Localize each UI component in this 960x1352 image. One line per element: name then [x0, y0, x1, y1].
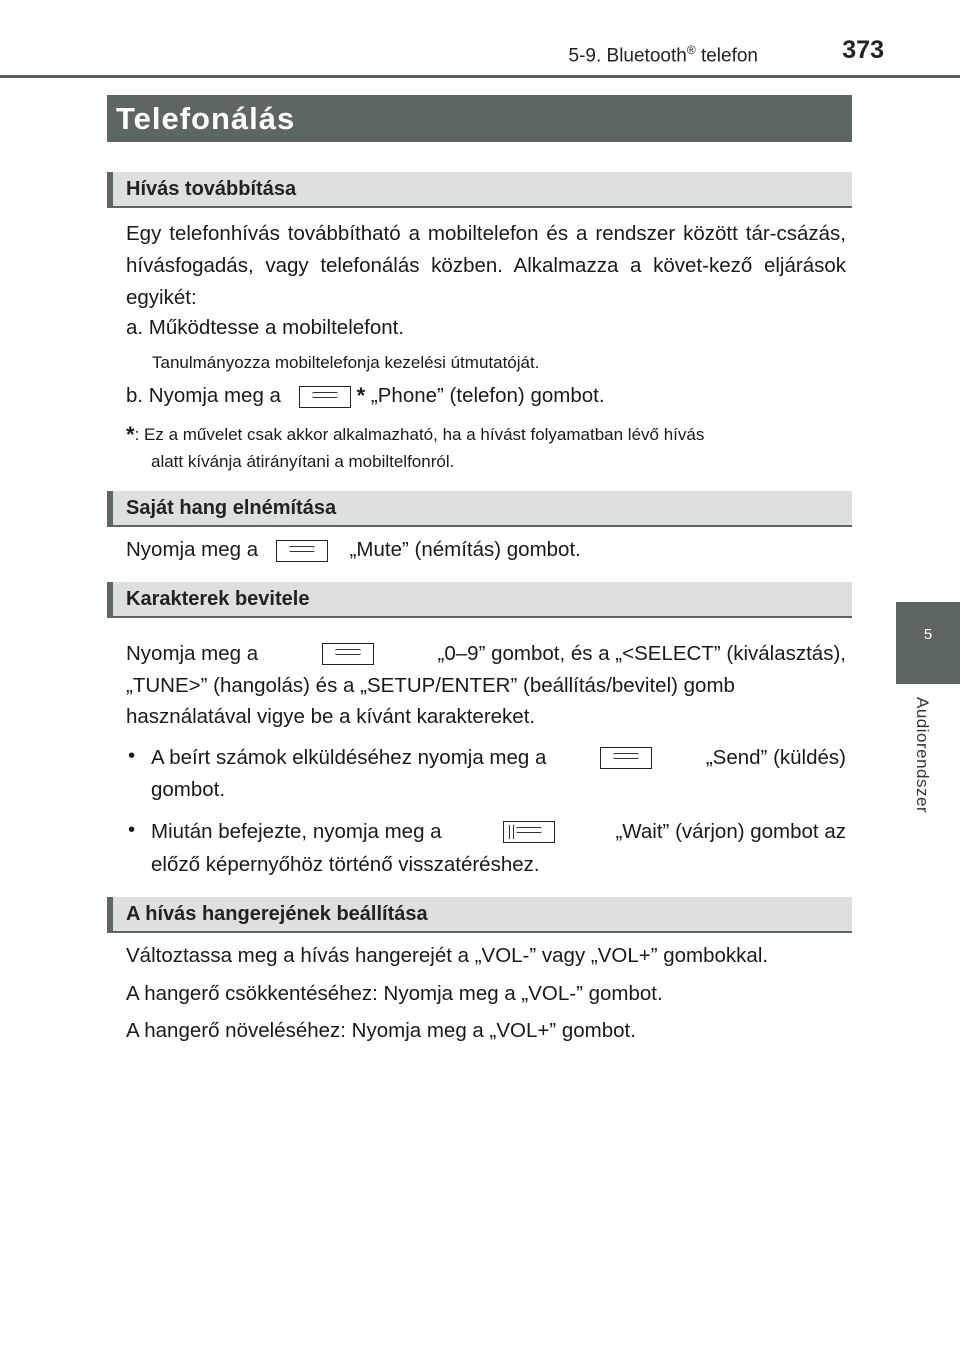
- send-button-icon: [600, 747, 652, 769]
- transfer-footnote: *: Ez a művelet csak akkor alkalmazható, ha a hívást folyamatban lévő hívás: [126, 422, 705, 447]
- chars-bullet-2-cont: előző képernyőhöz történő visszatéréshez.: [151, 853, 540, 876]
- page-number: 373: [842, 36, 884, 64]
- bullet-dot: •: [128, 744, 136, 767]
- volume-line-1: Változtassa meg a hívás hangerejét a „VOL-” vagy „VOL+” gombokkal.: [126, 944, 769, 967]
- phone-button-icon: [299, 386, 351, 408]
- transfer-step-a-note: Tanulmányozza mobiltelefonja kezelési útmutatóját.: [152, 353, 540, 372]
- chars-line-1: Nyomja meg a „0–9” gombot, és a „<SELECT” (kiválasztás),: [126, 642, 846, 665]
- section-heading-mute: Saját hang elnémítása: [107, 491, 852, 527]
- chars-bullet-1-cont: gombot.: [151, 778, 226, 801]
- chapter-label: Audiorendszer: [913, 697, 932, 814]
- chapter-tab[interactable]: 5: [896, 602, 960, 684]
- mute-text: Nyomja meg a „Mute” (némítás) gombot.: [126, 538, 581, 561]
- chars-bullet-2: Miután befejezte, nyomja meg a „Wait” (várjon) gombot az: [151, 820, 846, 843]
- chars-line-2: „TUNE>” (hangolás) és a „SETUP/ENTER” (beállítás/bevitel) gomb: [126, 674, 735, 697]
- section-heading-transfer: Hívás továbbítása: [107, 172, 852, 208]
- header-rule: [0, 75, 960, 78]
- transfer-intro: Egy telefonhívás továbbítható a mobiltelefon és a rendszer között tár-csázás, hívásfogadás, vagy telefonálás közben. Alkalmazza a követ-kező eljárások egyikét:: [126, 222, 846, 309]
- wait-button-icon: [503, 821, 555, 843]
- section-heading-volume: A hívás hangerejének beállítása: [107, 897, 852, 933]
- volume-line-3: A hangerő növeléséhez: Nyomja meg a „VOL+” gombot.: [126, 1019, 636, 1042]
- chars-line-3: használatával vigye be a kívánt karaktereket.: [126, 705, 536, 728]
- mute-button-icon: [276, 540, 328, 562]
- page-title: Telefonálás: [107, 95, 852, 142]
- transfer-step-a: a. Működtesse a mobiltelefont.: [126, 316, 405, 339]
- bullet-dot: •: [128, 818, 136, 841]
- transfer-footnote-cont: alatt kívánja átirányítani a mobiltelfonról.: [151, 452, 455, 471]
- chars-bullet-1: A beírt számok elküldéséhez nyomja meg a „Send” (küldés): [151, 746, 846, 769]
- header-section-title: 5-9. Bluetooth® telefon: [568, 43, 758, 67]
- transfer-step-b: b. Nyomja meg a * „Phone” (telefon) gombot.: [126, 383, 605, 408]
- volume-line-2: A hangerő csökkentéséhez: Nyomja meg a „VOL-” gombot.: [126, 982, 663, 1005]
- keypad-button-icon: [322, 643, 374, 665]
- section-heading-chars: Karakterek bevitele: [107, 582, 852, 618]
